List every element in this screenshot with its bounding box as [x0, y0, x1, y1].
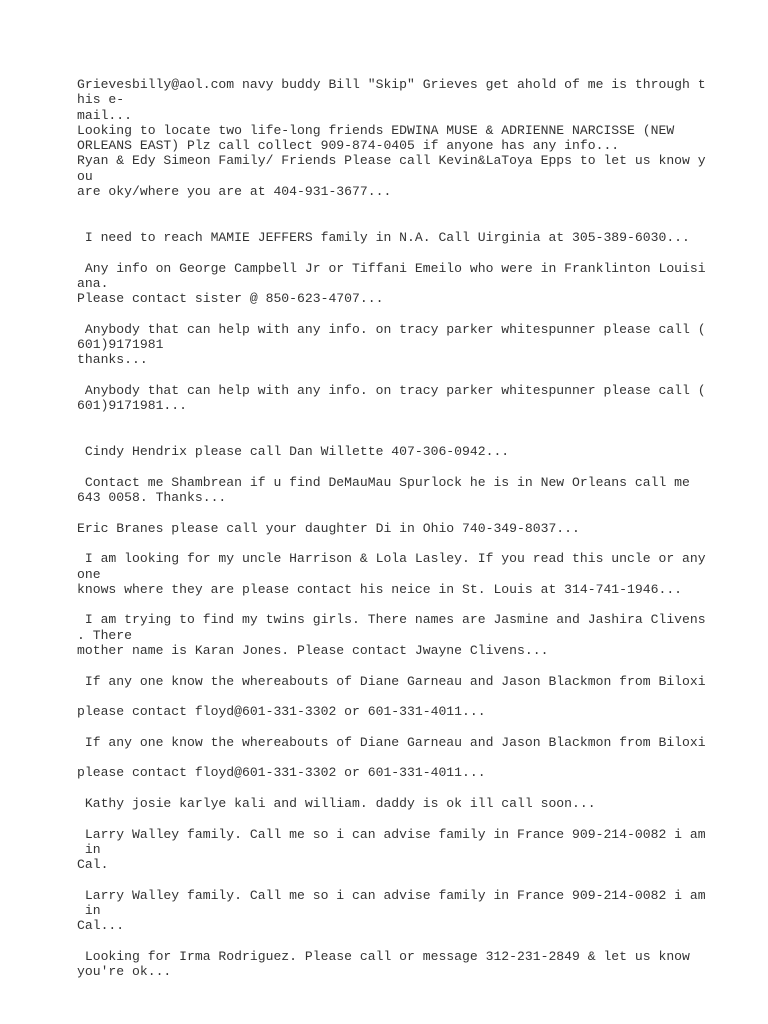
blank-line: [77, 658, 697, 673]
blank-line: [77, 719, 697, 734]
text-line: 601)9171981: [77, 337, 164, 353]
text-line: Please contact sister @ 850-623-4707...: [77, 291, 384, 307]
text-line: Cal...: [77, 918, 125, 934]
blank-line: [77, 414, 697, 429]
text-line: you're ok...: [77, 964, 172, 980]
text-line: Looking to locate two life-long friends EDWINA MUSE & ADRIENNE NARCISSE (NEW: [77, 122, 675, 138]
blank-line: [77, 199, 697, 214]
text-line: Grievesbilly@aol.com navy buddy Bill "Skip" Grieves get ahold of me is through t: [77, 77, 706, 92]
message-list: [77, 77, 706, 980]
blank-line: [77, 459, 697, 474]
text-line: Larry Walley family. Call me so i can advise family in France 909-214-0082 i am: [77, 826, 706, 842]
text-line: I need to reach MAMIE JEFFERS family in N.A. Call Uirginia at 305-389-6030...: [77, 229, 690, 245]
text-line: Ryan & Edy Simeon Family/ Friends Please call Kevin&LaToya Epps to let us know y: [77, 153, 706, 169]
text-line: Larry Walley family. Call me so i can advise family in France 909-214-0082 i am: [77, 887, 706, 903]
text-line: Anybody that can help with any info. on tracy parker whitespunner please call (: [77, 382, 706, 398]
text-line: mail...: [77, 107, 133, 123]
blank-line: [77, 306, 697, 321]
blank-line: [77, 811, 697, 826]
text-line: in: [77, 903, 101, 919]
text-line: ORLEANS EAST) Plz call collect 909-874-0405 if anyone has any info...: [77, 138, 620, 154]
text-line: Eric Branes please call your daughter Di in Ohio 740-349-8037...: [77, 520, 580, 536]
text-line: please contact floyd@601-331-3302 or 601-331-4011...: [77, 765, 486, 781]
text-line: Anybody that can help with any info. on tracy parker whitespunner please call (: [77, 321, 706, 337]
blank-line: [77, 689, 697, 704]
text-line: are oky/where you are at 404-931-3677...: [77, 184, 392, 200]
text-line: Cindy Hendrix please call Dan Willette 407-306-0942...: [77, 444, 510, 460]
text-line: I am looking for my uncle Harrison & Lola Lasley. If you read this uncle or any: [77, 551, 706, 567]
blank-line: [77, 368, 697, 383]
blank-line: [77, 872, 697, 887]
blank-line: [77, 245, 697, 260]
text-line: his e-: [77, 92, 125, 108]
blank-line: [77, 505, 697, 520]
text-line: I am trying to find my twins girls. There names are Jasmine and Jashira Clivens: [77, 612, 706, 628]
text-line: mother name is Karan Jones. Please contact Jwayne Clivens...: [77, 642, 549, 658]
blank-line: [77, 429, 697, 444]
text-line: ana.: [77, 275, 109, 291]
text-line: please contact floyd@601-331-3302 or 601-331-4011...: [77, 704, 486, 720]
blank-line: [77, 215, 697, 230]
text-line: Cal.: [77, 857, 109, 873]
text-line: Contact me Shambrean if u find DeMauMau Spurlock he is in New Orleans call me: [77, 474, 690, 490]
blank-line: [77, 750, 697, 765]
text-line: Kathy josie karlye kali and william. daddy is ok ill call soon...: [77, 795, 596, 811]
blank-line: [77, 597, 697, 612]
text-line: . There: [77, 627, 133, 643]
text-line: in: [77, 841, 101, 857]
blank-line: [77, 934, 697, 949]
text-line: Any info on George Campbell Jr or Tiffani Emeilo who were in Franklinton Louisi: [77, 260, 706, 276]
blank-line: [77, 536, 697, 551]
text-line: 601)9171981...: [77, 398, 188, 414]
text-line: ou: [77, 168, 93, 184]
blank-line: [77, 781, 697, 796]
text-line: thanks...: [77, 352, 148, 368]
text-line: Looking for Irma Rodriguez. Please call or message 312-231-2849 & let us know: [77, 948, 690, 964]
text-line: knows where they are please contact his neice in St. Louis at 314-741-1946...: [77, 581, 683, 597]
text-line: If any one know the whereabouts of Diane Garneau and Jason Blackmon from Biloxi: [77, 734, 706, 750]
text-line: one: [77, 566, 101, 582]
text-line: If any one know the whereabouts of Diane Garneau and Jason Blackmon from Biloxi: [77, 673, 706, 689]
text-line: 643 0058. Thanks...: [77, 490, 227, 506]
